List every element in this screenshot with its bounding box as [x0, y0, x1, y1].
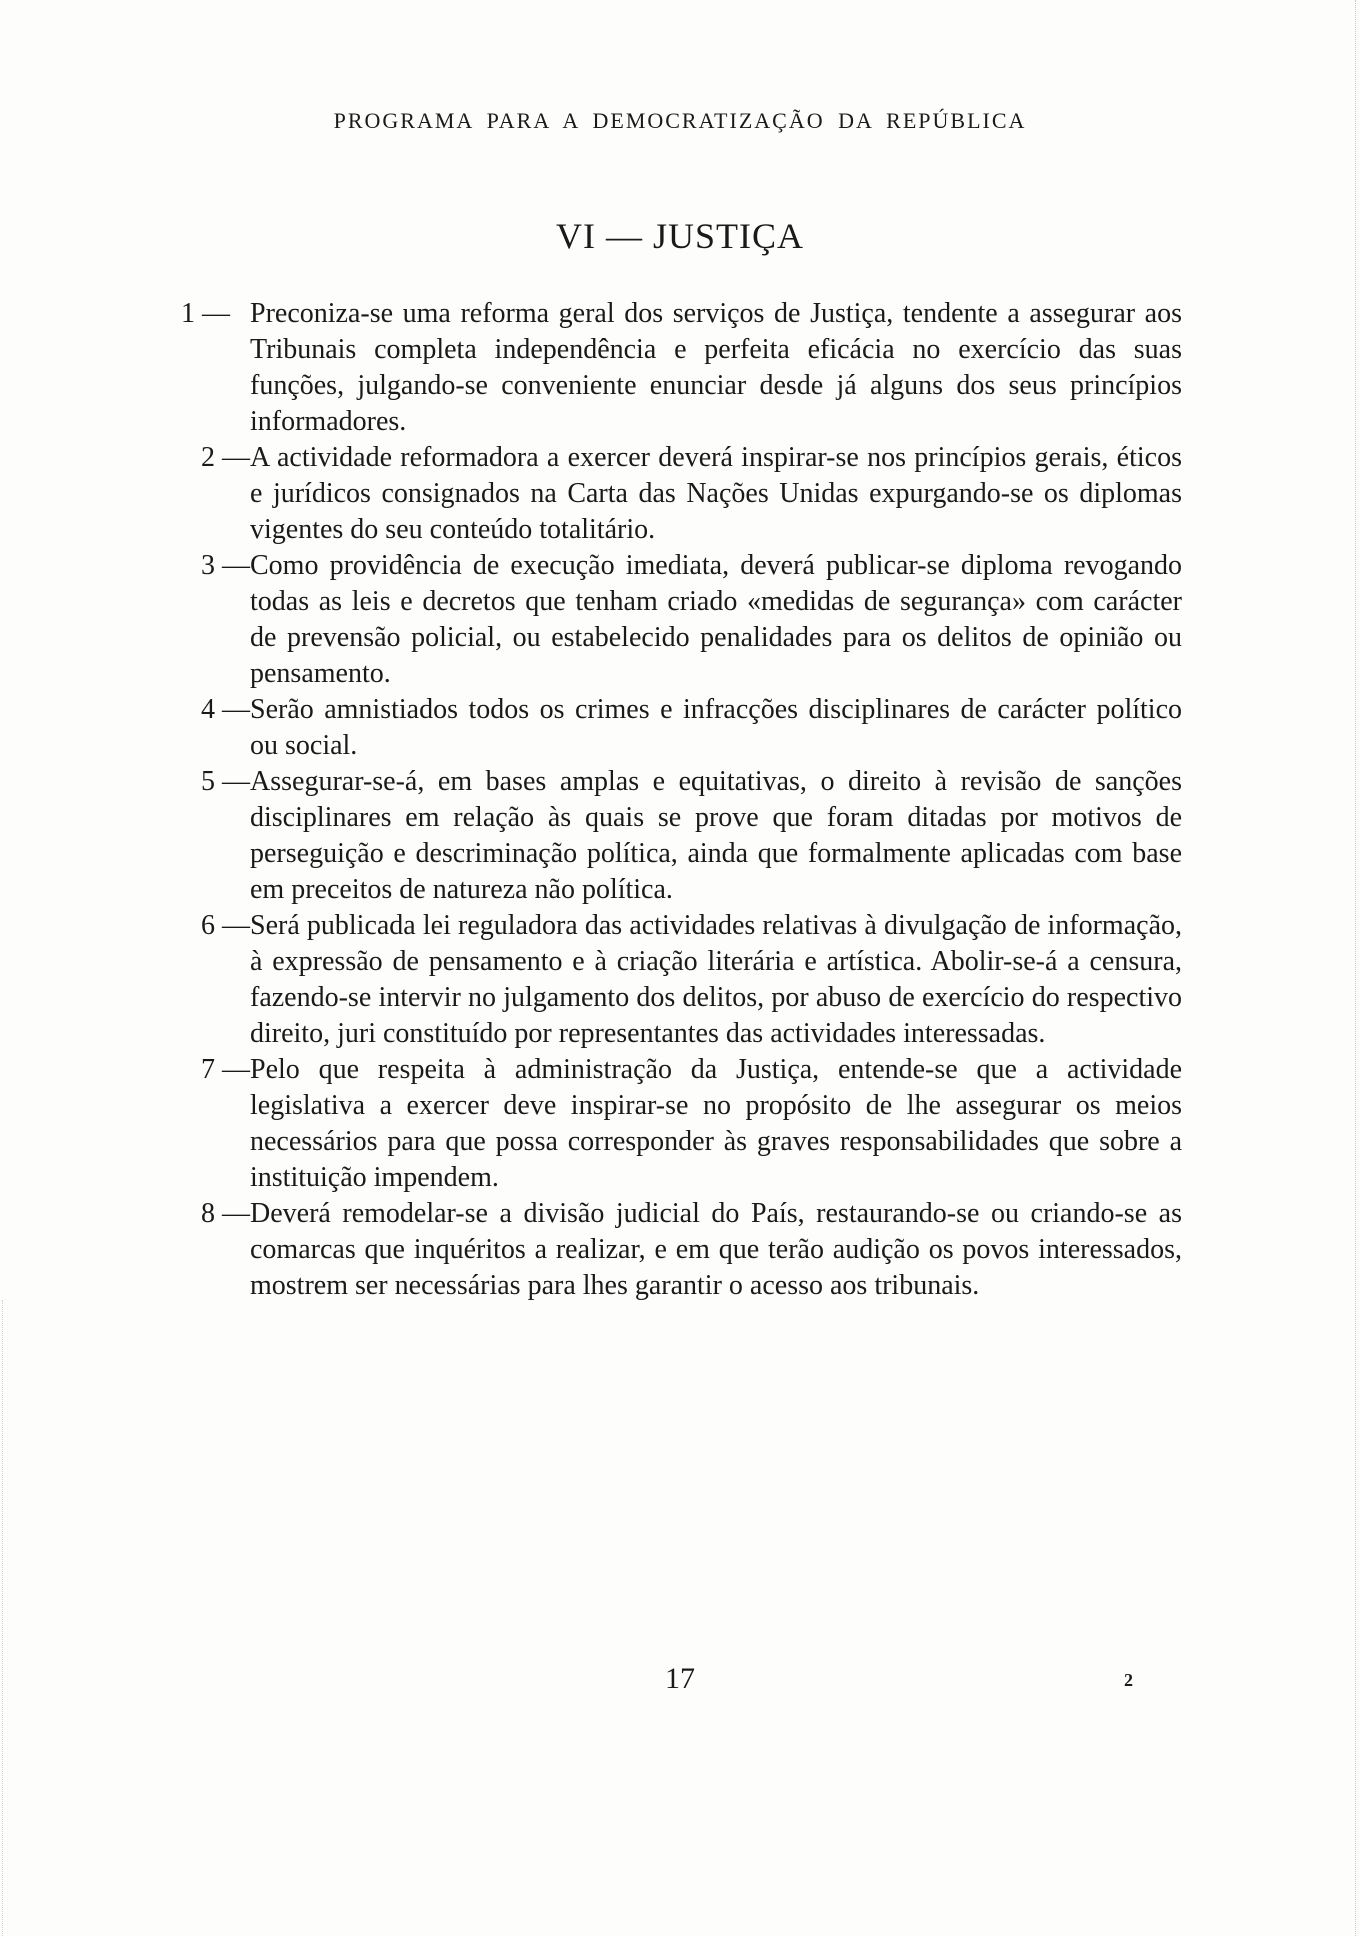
- list-item: [0, 440, 1360, 548]
- item-text: Preconiza-se uma reforma geral dos serviços de Justiça, tendente a assegurar aos Tribunais completa independência e perfeita eficácia no exercício das suas funções, julgando-se conveniente enunciar desde já alguns dos seus princípios informadores.: [250, 298, 1182, 437]
- page-edge-line-left: [2, 1300, 4, 1936]
- item-text: Assegurar-se-á, em bases amplas e equitativas, o direito à revisão de sanções disciplinares em relação às quais se prove que foram ditadas por motivos de perseguição e descriminação política, ainda que formalmente aplicadas com base em preceitos de natureza não política.: [250, 766, 1182, 905]
- item-number: 5 —: [201, 766, 250, 797]
- section-title: VI — JUSTIÇA: [555, 216, 804, 256]
- list-item: [0, 692, 1360, 764]
- item-text: Deverá remodelar-se a divisão judicial do País, restaurando-se ou criando-se as comarcas que inquéritos a realizar, e em que terão audição os povos interessados, mostrem ser necessárias para lhes garantir o acesso aos tribunais.: [250, 1198, 1182, 1301]
- page-number: 17: [665, 1662, 695, 1695]
- running-header: PROGRAMA PARA A DEMOCRATIZAÇÃO DA REPÚBLICA: [333, 108, 1027, 133]
- item-text: Serão amnistiados todos os crimes e infracções disciplinares de carácter político ou social.: [250, 694, 1182, 761]
- item-list: [0, 296, 1360, 1304]
- item-number: 4 —: [201, 694, 250, 725]
- list-item: [0, 764, 1360, 908]
- item-number: 1 —: [181, 298, 230, 329]
- list-item: [0, 296, 1360, 440]
- list-item: [0, 908, 1360, 1052]
- item-number: 7 —: [201, 1054, 250, 1085]
- item-number: 3 —: [201, 550, 250, 581]
- item-text: Pelo que respeita à administração da Justiça, entende-se que a actividade legislativa a exercer deve inspirar-se no propósito de lhe assegurar os meios necessários para que possa corresponder às graves responsabilidades que sobre a instituição impendem.: [250, 1054, 1182, 1193]
- item-number: 6 —: [201, 910, 250, 941]
- list-item: [0, 1052, 1360, 1196]
- item-number: 2 —: [201, 442, 250, 473]
- list-item: [0, 1196, 1360, 1304]
- item-text: A actividade reformadora a exercer deverá inspirar-se nos princípios gerais, éticos e jurídicos consignados na Carta das Nações Unidas expurgando-se os diplomas vigentes do seu conteúdo totalitário.: [250, 442, 1182, 545]
- item-number: 8 —: [201, 1198, 250, 1229]
- sheet-mark: 2: [1124, 1670, 1133, 1690]
- item-text: Como providência de execução imediata, deverá publicar-se diploma revogando todas as leis e decretos que tenham criado «medidas de segurança» com carácter de prevensão policial, ou estabelecido penalidades para os delitos de opinião ou pensamento.: [250, 550, 1182, 689]
- list-item: [0, 548, 1360, 692]
- item-text: Será publicada lei reguladora das actividades relativas à divulgação de informação, à expressão de pensamento e à criação literária e artística. Abolir-se-á a censura, fazendo-se intervir no julgamento dos delitos, por abuso de exercício do respectivo direito, juri constituído por representantes das actividades interessadas.: [250, 910, 1182, 1049]
